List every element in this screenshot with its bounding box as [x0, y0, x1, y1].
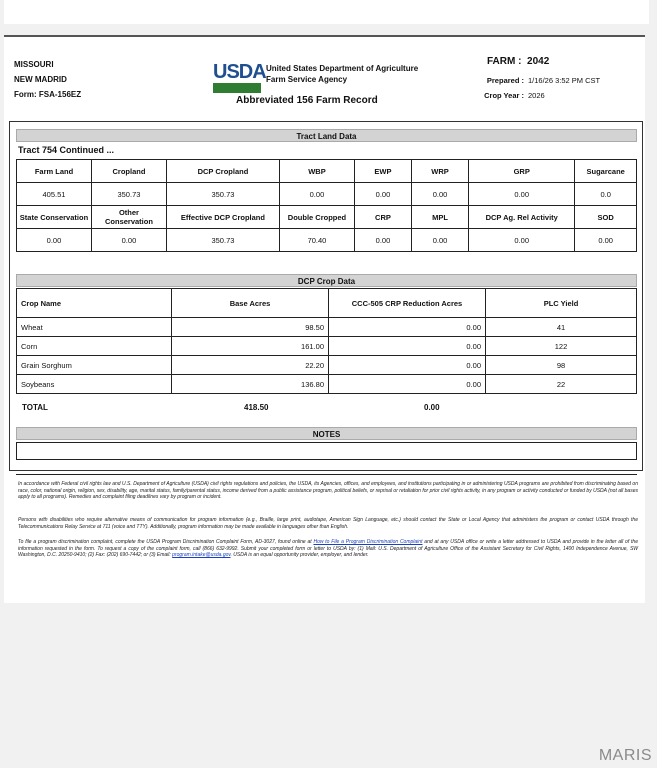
tract-label: Tract 754 Continued ... [18, 145, 115, 155]
notes-box [16, 442, 637, 460]
form-number: Form: FSA-156EZ [14, 90, 82, 99]
total-crp-acres: 0.00 [424, 403, 440, 412]
crop-header-row: Crop Name Base Acres CCC-505 CRP Reduction Acres PLC Yield [17, 289, 637, 318]
nondiscrimination-statement: In accordance with Federal civil rights law and U.S. Department of Agriculture (USDA) civil rights regulations and policies, the USDA, its Agencies, offices, and employees, and institutions participating in or administering USDA programs are prohibited from discriminating based on race, color, national origin, religion, sex, disability, age, marital status, family/parental status, income derived from a public assistance program, political beliefs, or reprisal or retaliation for prior civil rights activity, in any program or activity conducted or funded by USDA (not all bases apply to all programs). Remedies and complaint filing deadlines vary by program or incident. [18, 481, 638, 500]
table-row: Soybeans 136.80 0.00 22 [17, 375, 637, 394]
table-row: Corn 161.00 0.00 122 [17, 337, 637, 356]
total-label: TOTAL [22, 403, 48, 412]
header-location [14, 57, 81, 102]
table-row: Grain Sorghum 22.20 0.00 98 [17, 356, 637, 375]
tract-land-data-title: Tract Land Data [16, 129, 637, 142]
crop-year: 2026 [528, 91, 545, 100]
agency-name: United States Department of Agriculture Farm Service Agency [266, 64, 419, 84]
watermark: MARIS [598, 747, 652, 764]
complaint-link[interactable]: How to File a Program Discrimination Complaint [313, 539, 423, 545]
farm-number: FARM : 2042 [487, 56, 550, 67]
logo-field-graphic [213, 83, 261, 93]
dcp-crop-table [16, 288, 637, 394]
dcp-crop-data-title: DCP Crop Data [16, 274, 637, 287]
total-base-acres: 418.50 [244, 403, 269, 412]
legal-divider [16, 474, 637, 475]
document-page [4, 35, 645, 603]
land-value-row-1: 405.51 350.73 350.73 0.00 0.00 0.00 0.00 0.0 [17, 183, 637, 206]
accessibility-statement: Persons with disabilities who require alternative means of communication for program information (e.g., Braille, large print, audiotape, American Sign Language, etc.) should contact the State or Local Agency that administers the program or contact USDA through the Telecommunications Relay Service at 711 (voice and TTY). Additionally, program information may be made available in languages other than English. [18, 517, 638, 530]
land-header-row-1: Farm Land Cropland DCP Cropland WBP EWP WRP GRP Sugarcane [17, 160, 637, 183]
intake-email-link[interactable]: program.intake@usda.gov [172, 552, 231, 558]
usda-logo: USDA [213, 61, 263, 93]
document-title: Abbreviated 156 Farm Record [236, 95, 378, 106]
previous-page-bottom [4, 0, 649, 24]
prepared-date: 1/16/26 3:52 PM CST [528, 76, 601, 85]
notes-title: NOTES [16, 427, 637, 440]
tract-land-table [16, 159, 637, 252]
state-name: MISSOURI [14, 60, 54, 69]
table-row: Wheat 98.50 0.00 41 [17, 318, 637, 337]
land-value-row-2: 0.00 0.00 350.73 70.40 0.00 0.00 0.00 0.00 [17, 229, 637, 252]
record-meta: Prepared : 1/16/26 3:52 PM CST Crop Year : 2026 [484, 76, 601, 100]
complaint-statement: To file a program discrimination complaint, complete the USDA Program Discrimination Complaint Form, AD-3027, found online at How to File a Program Discrimination Complaint and at any USDA office or write a letter addressed to USDA and provide in the letter all of the information requested in the form. To request a copy of the complaint form, call (866) 632-9992. Submit your completed form or letter to USDA by: (1) Mail: U.S. Department of Agriculture Office of the Assistant Secretary for Civil Rights, 1400 Independence Avenue, SW Washington, D.C. 20250-9410; (2) Fax: (202) 690-7442; or (3) Email: program.intake@usda.gov. USDA is an equal opportunity provider, employer, and lender. [18, 539, 638, 558]
land-header-row-2: State Conservation Other Conservation Effective DCP Cropland Double Cropped CRP MPL DCP Ag. Rel Activity SOD [17, 206, 637, 229]
county-name: NEW MADRID [14, 75, 67, 84]
